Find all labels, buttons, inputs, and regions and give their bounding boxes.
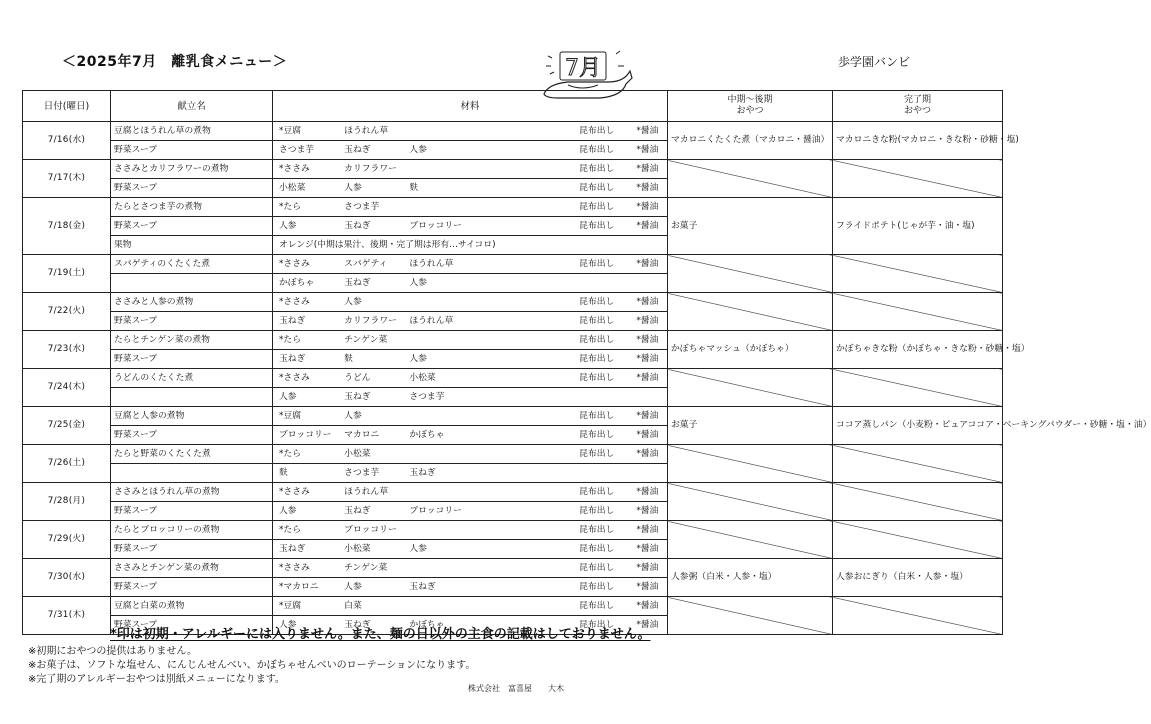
material-item: 人参 — [344, 410, 362, 421]
materials-cell — [273, 502, 668, 521]
material-item: *醤油 — [636, 429, 659, 440]
material-item: *ささみ — [279, 562, 310, 573]
material-item: *醤油 — [636, 334, 659, 345]
material-item: 玉ねぎ — [344, 144, 371, 155]
menu-name-cell: 野菜スープ — [111, 179, 273, 198]
date-cell: 7/29(火) — [23, 521, 111, 559]
material-item: 人参 — [279, 391, 297, 402]
date-cell: 7/26(土) — [23, 445, 111, 483]
menu-name-cell: たらとさつま芋の煮物 — [111, 198, 273, 217]
material-item: チンゲン菜 — [344, 334, 388, 345]
material-item: *醤油 — [636, 125, 659, 136]
mid-late-snack-cell — [668, 597, 833, 635]
menu-name-cell: 果物 — [111, 236, 273, 255]
material-item: 昆布出し — [579, 372, 615, 383]
material-item: ブロッコリー — [279, 429, 332, 440]
material-item: *醤油 — [636, 372, 659, 383]
table-row — [23, 407, 1003, 426]
material-full: オレンジ(中期は果汁、後期・完了期は形有…サイコロ) — [279, 239, 496, 250]
material-item: *醤油 — [636, 182, 659, 193]
materials-cell — [273, 540, 668, 559]
material-item: *醤油 — [636, 448, 659, 459]
mid-late-snack-cell — [668, 445, 833, 483]
material-item: 玉ねぎ — [344, 619, 371, 630]
material-item: 昆布出し — [579, 581, 615, 592]
complete-snack-cell: ココア蒸しパン（小麦粉・ピュアココア・ベーキングパウダー・砂糖・塩・油） — [833, 407, 1003, 445]
material-item: 昆布出し — [579, 429, 615, 440]
complete-snack-cell: マカロニきな粉(マカロニ・きな粉・砂糖・塩) — [833, 122, 1003, 160]
material-item: 玉ねぎ — [279, 353, 306, 364]
material-item: *醤油 — [636, 163, 659, 174]
header-mid-late-snack: 中期～後期 おやつ — [668, 91, 833, 122]
materials-cell — [273, 407, 668, 426]
material-item: 小松菜 — [344, 448, 371, 459]
material-item: 玉ねぎ — [344, 505, 371, 516]
material-item: 人参 — [279, 505, 297, 516]
materials-cell — [273, 559, 668, 578]
menu-name-cell: 野菜スープ — [111, 616, 273, 635]
material-item: *醤油 — [636, 562, 659, 573]
menu-name-cell: 野菜スープ — [111, 350, 273, 369]
menu-name-cell: たらとチンゲン菜の煮物 — [111, 331, 273, 350]
table-row — [23, 198, 1003, 217]
complete-snack-cell — [833, 445, 1003, 483]
mid-late-snack-cell — [668, 293, 833, 331]
material-item: 小松菜 — [409, 372, 436, 383]
complete-snack-cell — [833, 160, 1003, 198]
material-item: 人参 — [344, 182, 362, 193]
materials-cell — [273, 578, 668, 597]
material-item: 人参 — [409, 353, 427, 364]
material-item: 昆布出し — [579, 220, 615, 231]
material-item: 玉ねぎ — [279, 543, 306, 554]
material-item: *醤油 — [636, 524, 659, 535]
materials-cell — [273, 293, 668, 312]
material-item: *たら — [279, 201, 301, 212]
complete-snack-cell: かぼちゃきな粉（かぼちゃ・きな粉・砂糖・塩） — [833, 331, 1003, 369]
material-item: *醤油 — [636, 353, 659, 364]
allergy-note: *印は初期・アレルギーには入りません。また、麺の日以外の主食の記載はしておりません。 — [110, 627, 651, 642]
material-item: 昆布出し — [579, 353, 615, 364]
material-item: ブロッコリー — [409, 505, 462, 516]
material-item: 人参 — [344, 296, 362, 307]
date-cell: 7/24(木) — [23, 369, 111, 407]
material-item: カリフラワー — [344, 163, 397, 174]
material-item: *たら — [279, 524, 301, 535]
material-item: 昆布出し — [579, 448, 615, 459]
materials-cell — [273, 331, 668, 350]
material-item: 小松菜 — [279, 182, 306, 193]
material-item: ほうれん草 — [409, 258, 454, 269]
menu-name-cell: ささみと人参の煮物 — [111, 293, 273, 312]
table-row — [23, 255, 1003, 274]
materials-cell — [273, 274, 668, 293]
material-item: 昆布出し — [579, 619, 615, 630]
material-item: 昆布出し — [579, 315, 615, 326]
material-item: 昆布出し — [579, 486, 615, 497]
material-item: 麩 — [279, 467, 288, 478]
material-item: *豆腐 — [279, 125, 301, 136]
material-item: *豆腐 — [279, 600, 301, 611]
material-item: 小松菜 — [344, 543, 371, 554]
material-item: *醤油 — [636, 144, 659, 155]
complete-snack-cell — [833, 369, 1003, 407]
material-item: うどん — [344, 372, 371, 383]
complete-snack-cell: フライドポテト(じゃが芋・油・塩) — [833, 198, 1003, 255]
material-item: かぼちゃ — [409, 429, 445, 440]
materials-cell — [273, 217, 668, 236]
note-3: ※完了期のアレルギーおやつは別紙メニューになります。 — [28, 674, 285, 685]
material-item: 昆布出し — [579, 543, 615, 554]
date-cell: 7/17(木) — [23, 160, 111, 198]
note-2: ※お菓子は、ソフトな塩せん、にんじんせんべい、かぼちゃせんべいのローテーションになります。 — [28, 660, 476, 671]
material-item: *醤油 — [636, 410, 659, 421]
material-item: 人参 — [279, 619, 297, 630]
menu-name-cell: 野菜スープ — [111, 141, 273, 160]
material-item: 昆布出し — [579, 163, 615, 174]
material-item: *ささみ — [279, 258, 310, 269]
mid-late-snack-cell — [668, 369, 833, 407]
table-row — [23, 369, 1003, 388]
material-item: さつま芋 — [344, 467, 380, 478]
mid-late-snack-cell: 人参粥（白米・人参・塩） — [668, 559, 833, 597]
material-item: *ささみ — [279, 163, 310, 174]
material-item: *ささみ — [279, 296, 310, 307]
mid-late-snack-cell: お菓子 — [668, 198, 833, 255]
menu-table — [22, 90, 1151, 635]
menu-name-cell: 野菜スープ — [111, 426, 273, 445]
material-item: ほうれん草 — [344, 486, 389, 497]
mid-late-snack-cell: マカロニくたくた煮（マカロニ・醤油） — [668, 122, 833, 160]
materials-cell — [273, 255, 668, 274]
materials-cell — [273, 445, 668, 464]
menu-name-cell: 野菜スープ — [111, 312, 273, 331]
materials-cell — [273, 464, 668, 483]
menu-name-cell: ささみとほうれん草の煮物 — [111, 483, 273, 502]
material-item: マカロニ — [344, 429, 380, 440]
date-cell: 7/30(水) — [23, 559, 111, 597]
header-complete-snack: 完了期 おやつ — [833, 91, 1003, 122]
material-item: 昆布出し — [579, 182, 615, 193]
date-cell: 7/25(金) — [23, 407, 111, 445]
menu-name-cell: 野菜スープ — [111, 578, 273, 597]
mid-late-snack-cell — [668, 255, 833, 293]
header-materials: 材料 — [273, 91, 668, 122]
table-row — [23, 160, 1003, 179]
material-item: 人参 — [279, 220, 297, 231]
menu-name-cell: 野菜スープ — [111, 217, 273, 236]
table-row — [23, 445, 1003, 464]
material-item: かぼちゃ — [409, 619, 445, 630]
menu-name-cell: うどんのくたくた煮 — [111, 369, 273, 388]
material-item: 人参 — [344, 581, 362, 592]
note-1: ※初期におやつの提供はありません。 — [28, 646, 197, 657]
material-item: *醤油 — [636, 258, 659, 269]
table-row — [23, 293, 1003, 312]
material-item: 玉ねぎ — [409, 581, 436, 592]
mid-late-snack-cell: かぼちゃマッシュ（かぼちゃ） — [668, 331, 833, 369]
material-item: 麩 — [409, 182, 419, 193]
menu-name-cell: たらとブロッコリーの煮物 — [111, 521, 273, 540]
material-item: 玉ねぎ — [279, 315, 306, 326]
material-item: 昆布出し — [579, 201, 615, 212]
material-item: 昆布出し — [579, 410, 615, 421]
material-item: 昆布出し — [579, 125, 615, 136]
material-item: *豆腐 — [279, 410, 301, 421]
menu-name-cell: 野菜スープ — [111, 502, 273, 521]
mid-late-snack-cell — [668, 521, 833, 559]
svg-text:7月: 7月 — [565, 56, 601, 81]
table-row — [23, 521, 1003, 540]
material-item: さつま芋 — [409, 391, 445, 402]
material-item: 昆布出し — [579, 258, 615, 269]
material-item: *醤油 — [636, 201, 659, 212]
material-item: *ささみ — [279, 372, 310, 383]
material-item: ほうれん草 — [344, 125, 389, 136]
menu-name-cell — [111, 388, 273, 407]
materials-cell — [273, 160, 668, 179]
material-item: 玉ねぎ — [344, 391, 371, 402]
material-item: かぼちゃ — [279, 277, 315, 288]
materials-cell — [273, 369, 668, 388]
materials-cell — [273, 198, 668, 217]
complete-snack-cell — [833, 293, 1003, 331]
material-item: チンゲン菜 — [344, 562, 388, 573]
material-item: 玉ねぎ — [344, 277, 371, 288]
material-item: *醤油 — [636, 220, 659, 231]
materials-cell — [273, 597, 668, 616]
materials-cell — [273, 141, 668, 160]
material-item: 昆布出し — [579, 562, 615, 573]
school-name: 歩学園バンビ — [838, 55, 911, 69]
material-item: ブロッコリー — [409, 220, 462, 231]
menu-name-cell: 豆腐と白菜の煮物 — [111, 597, 273, 616]
materials-cell — [273, 521, 668, 540]
material-item: スパゲティ — [344, 258, 388, 269]
menu-name-cell: ささみとカリフラワーの煮物 — [111, 160, 273, 179]
materials-cell — [273, 236, 668, 255]
menu-name-cell: スパゲティのくたくた煮 — [111, 255, 273, 274]
material-item: 昆布出し — [579, 144, 615, 155]
material-item: 昆布出し — [579, 296, 615, 307]
mid-late-snack-cell — [668, 160, 833, 198]
table-header-row — [23, 91, 1003, 122]
materials-cell — [273, 312, 668, 331]
material-item: *ささみ — [279, 486, 310, 497]
material-item: *醤油 — [636, 296, 659, 307]
material-item: 人参 — [409, 277, 427, 288]
material-item: 人参 — [409, 144, 427, 155]
materials-cell — [273, 483, 668, 502]
material-item: *たら — [279, 448, 301, 459]
complete-snack-cell — [833, 521, 1003, 559]
table-row — [23, 483, 1003, 502]
mid-late-snack-cell — [668, 483, 833, 521]
table-row — [23, 597, 1003, 616]
date-cell: 7/28(月) — [23, 483, 111, 521]
material-item: 昆布出し — [579, 334, 615, 345]
material-item: 昆布出し — [579, 524, 615, 535]
material-item: *醤油 — [636, 619, 659, 630]
header-menu: 献立名 — [111, 91, 273, 122]
menu-name-cell: 豆腐と人参の煮物 — [111, 407, 273, 426]
menu-name-cell: 豆腐とほうれん草の煮物 — [111, 122, 273, 141]
table-row — [23, 331, 1003, 350]
material-item: 白菜 — [344, 600, 362, 611]
material-item: ほうれん草 — [409, 315, 454, 326]
menu-name-cell: 野菜スープ — [111, 540, 273, 559]
materials-cell — [273, 350, 668, 369]
materials-cell — [273, 388, 668, 407]
date-cell: 7/16(水) — [23, 122, 111, 160]
header-date: 日付(曜日) — [23, 91, 111, 122]
material-item: *醤油 — [636, 486, 659, 497]
complete-snack-cell — [833, 483, 1003, 521]
material-item: 麩 — [344, 353, 353, 364]
footer-company: 株式会社 富喜屋 大木 — [468, 684, 564, 693]
date-cell: 7/31(木) — [23, 597, 111, 635]
material-item: *醤油 — [636, 543, 659, 554]
material-item: 昆布出し — [579, 600, 615, 611]
material-item: さつま芋 — [279, 144, 315, 155]
material-item: *たら — [279, 334, 301, 345]
table-row — [23, 122, 1003, 141]
page-title: ＜2025年7月 離乳食メニュー＞ — [62, 54, 288, 70]
material-item: さつま芋 — [344, 201, 380, 212]
mid-late-snack-cell: お菓子 — [668, 407, 833, 445]
material-item: *醤油 — [636, 315, 659, 326]
complete-snack-cell — [833, 597, 1003, 635]
date-cell: 7/19(土) — [23, 255, 111, 293]
menu-name-cell — [111, 464, 273, 483]
complete-snack-cell: 人参おにぎり（白米・人参・塩） — [833, 559, 1003, 597]
complete-snack-cell — [833, 255, 1003, 293]
date-cell: 7/23(水) — [23, 331, 111, 369]
material-item: 昆布出し — [579, 505, 615, 516]
material-item: *マカロニ — [279, 581, 319, 592]
menu-name-cell — [111, 274, 273, 293]
date-cell: 7/18(金) — [23, 198, 111, 255]
date-cell: 7/22(火) — [23, 293, 111, 331]
material-item: カリフラワー — [344, 315, 397, 326]
materials-cell — [273, 426, 668, 445]
material-item: *醤油 — [636, 581, 659, 592]
material-item: *醤油 — [636, 600, 659, 611]
material-item: *醤油 — [636, 505, 659, 516]
materials-cell — [273, 179, 668, 198]
materials-cell — [273, 122, 668, 141]
material-item: 人参 — [409, 543, 427, 554]
material-item: 玉ねぎ — [344, 220, 371, 231]
table-row — [23, 559, 1003, 578]
menu-name-cell: ささみとチンゲン菜の煮物 — [111, 559, 273, 578]
material-item: 玉ねぎ — [409, 467, 436, 478]
material-item: ブロッコリー — [344, 524, 397, 535]
menu-name-cell: たらと野菜のくたくた煮 — [111, 445, 273, 464]
